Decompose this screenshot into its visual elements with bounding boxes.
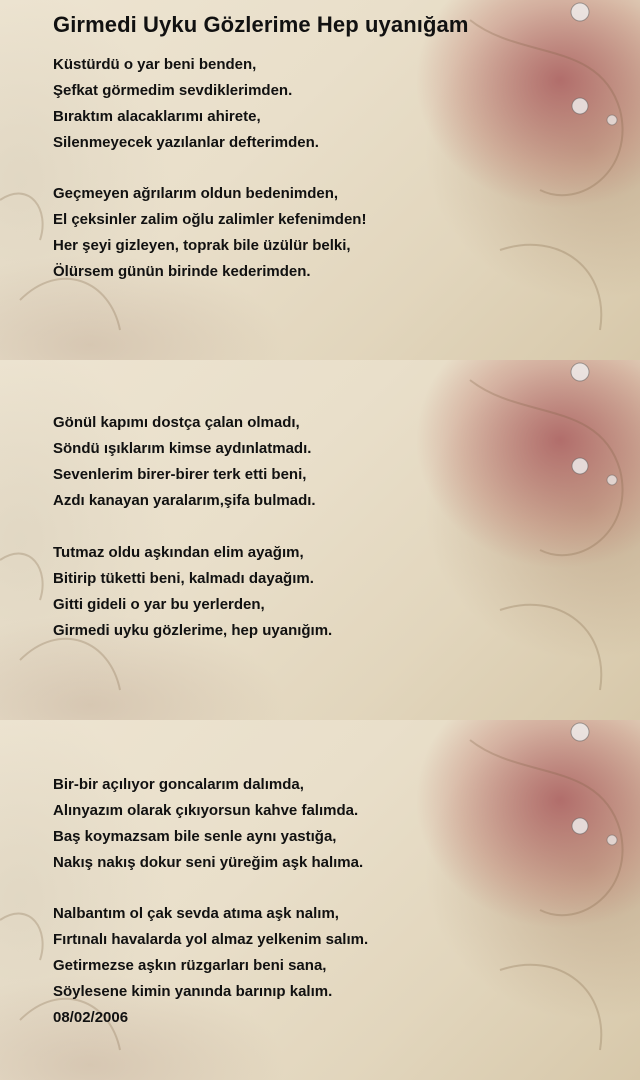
poem-line: Nakış nakış dokur seni yüreğim aşk halıma. xyxy=(53,854,364,871)
poem-date: 08/02/2006 xyxy=(53,1009,129,1026)
poem-title: Girmedi Uyku Gözlerime Hep uyanığam xyxy=(53,12,469,37)
poem-line: Her şeyi gizleyen, toprak bile üzülür belki, xyxy=(53,237,351,254)
poem-line: El çeksinler zalim oğlu zalimler kefenimden! xyxy=(53,211,367,228)
poem-line: Söylesene kimin yanında barınıp kalım. xyxy=(53,983,333,1000)
stanza xyxy=(53,901,368,1005)
poem-panel-1 xyxy=(0,0,640,360)
poem-line: Alınyazım olarak çıkıyorsun kahve falımda. xyxy=(53,802,359,819)
poem-line: Nalbantım ol çak sevda atıma aşk nalım, xyxy=(53,905,339,922)
poem-line: Söndü ışıklarım kimse aydınlatmadı. xyxy=(53,440,312,457)
poem-line: Bıraktım alacaklarımı ahirete, xyxy=(53,108,261,125)
poem-panel-2 xyxy=(0,360,640,720)
poem-line: Tutmaz oldu aşkından elim ayağım, xyxy=(53,544,304,561)
poem-line: Bitirip tüketti beni, kalmadı dayağım. xyxy=(53,570,314,587)
stanza xyxy=(53,772,363,876)
poem-line: Getirmezse aşkın rüzgarları beni sana, xyxy=(53,957,327,974)
poem-line: Gitti gideli o yar bu yerlerden, xyxy=(53,596,265,613)
poem-line: Silenmeyecek yazılanlar defterimden. xyxy=(53,134,319,151)
stanza xyxy=(53,52,319,156)
poem-line: Bir-bir açılıyor goncalarım dalımda, xyxy=(53,776,304,793)
stanza xyxy=(53,181,366,285)
poem-line: Ölürsem günün birinde kederimden. xyxy=(53,263,311,280)
poem-line: Sevenlerim birer-birer terk etti beni, xyxy=(53,466,307,483)
poem-line: Gönül kapımı dostça çalan olmadı, xyxy=(53,414,300,431)
poem-line: Küstürdü o yar beni benden, xyxy=(53,56,257,73)
poem-line: Şefkat görmedim sevdiklerimden. xyxy=(53,82,293,99)
poem-line: Baş koymazsam bile senle aynı yastığa, xyxy=(53,828,337,845)
stanza xyxy=(53,540,332,644)
poem-line: Geçmeyen ağrılarım oldun bedenimden, xyxy=(53,185,339,202)
stanza xyxy=(53,410,316,514)
poem-panel-3 xyxy=(0,720,640,1080)
poem-line: Fırtınalı havalarda yol almaz yelkenim salım. xyxy=(53,931,369,948)
poem-line: Azdı kanayan yaralarım,şifa bulmadı. xyxy=(53,492,316,509)
poem-line: Girmedi uyku gözlerime, hep uyanığım. xyxy=(53,622,333,639)
